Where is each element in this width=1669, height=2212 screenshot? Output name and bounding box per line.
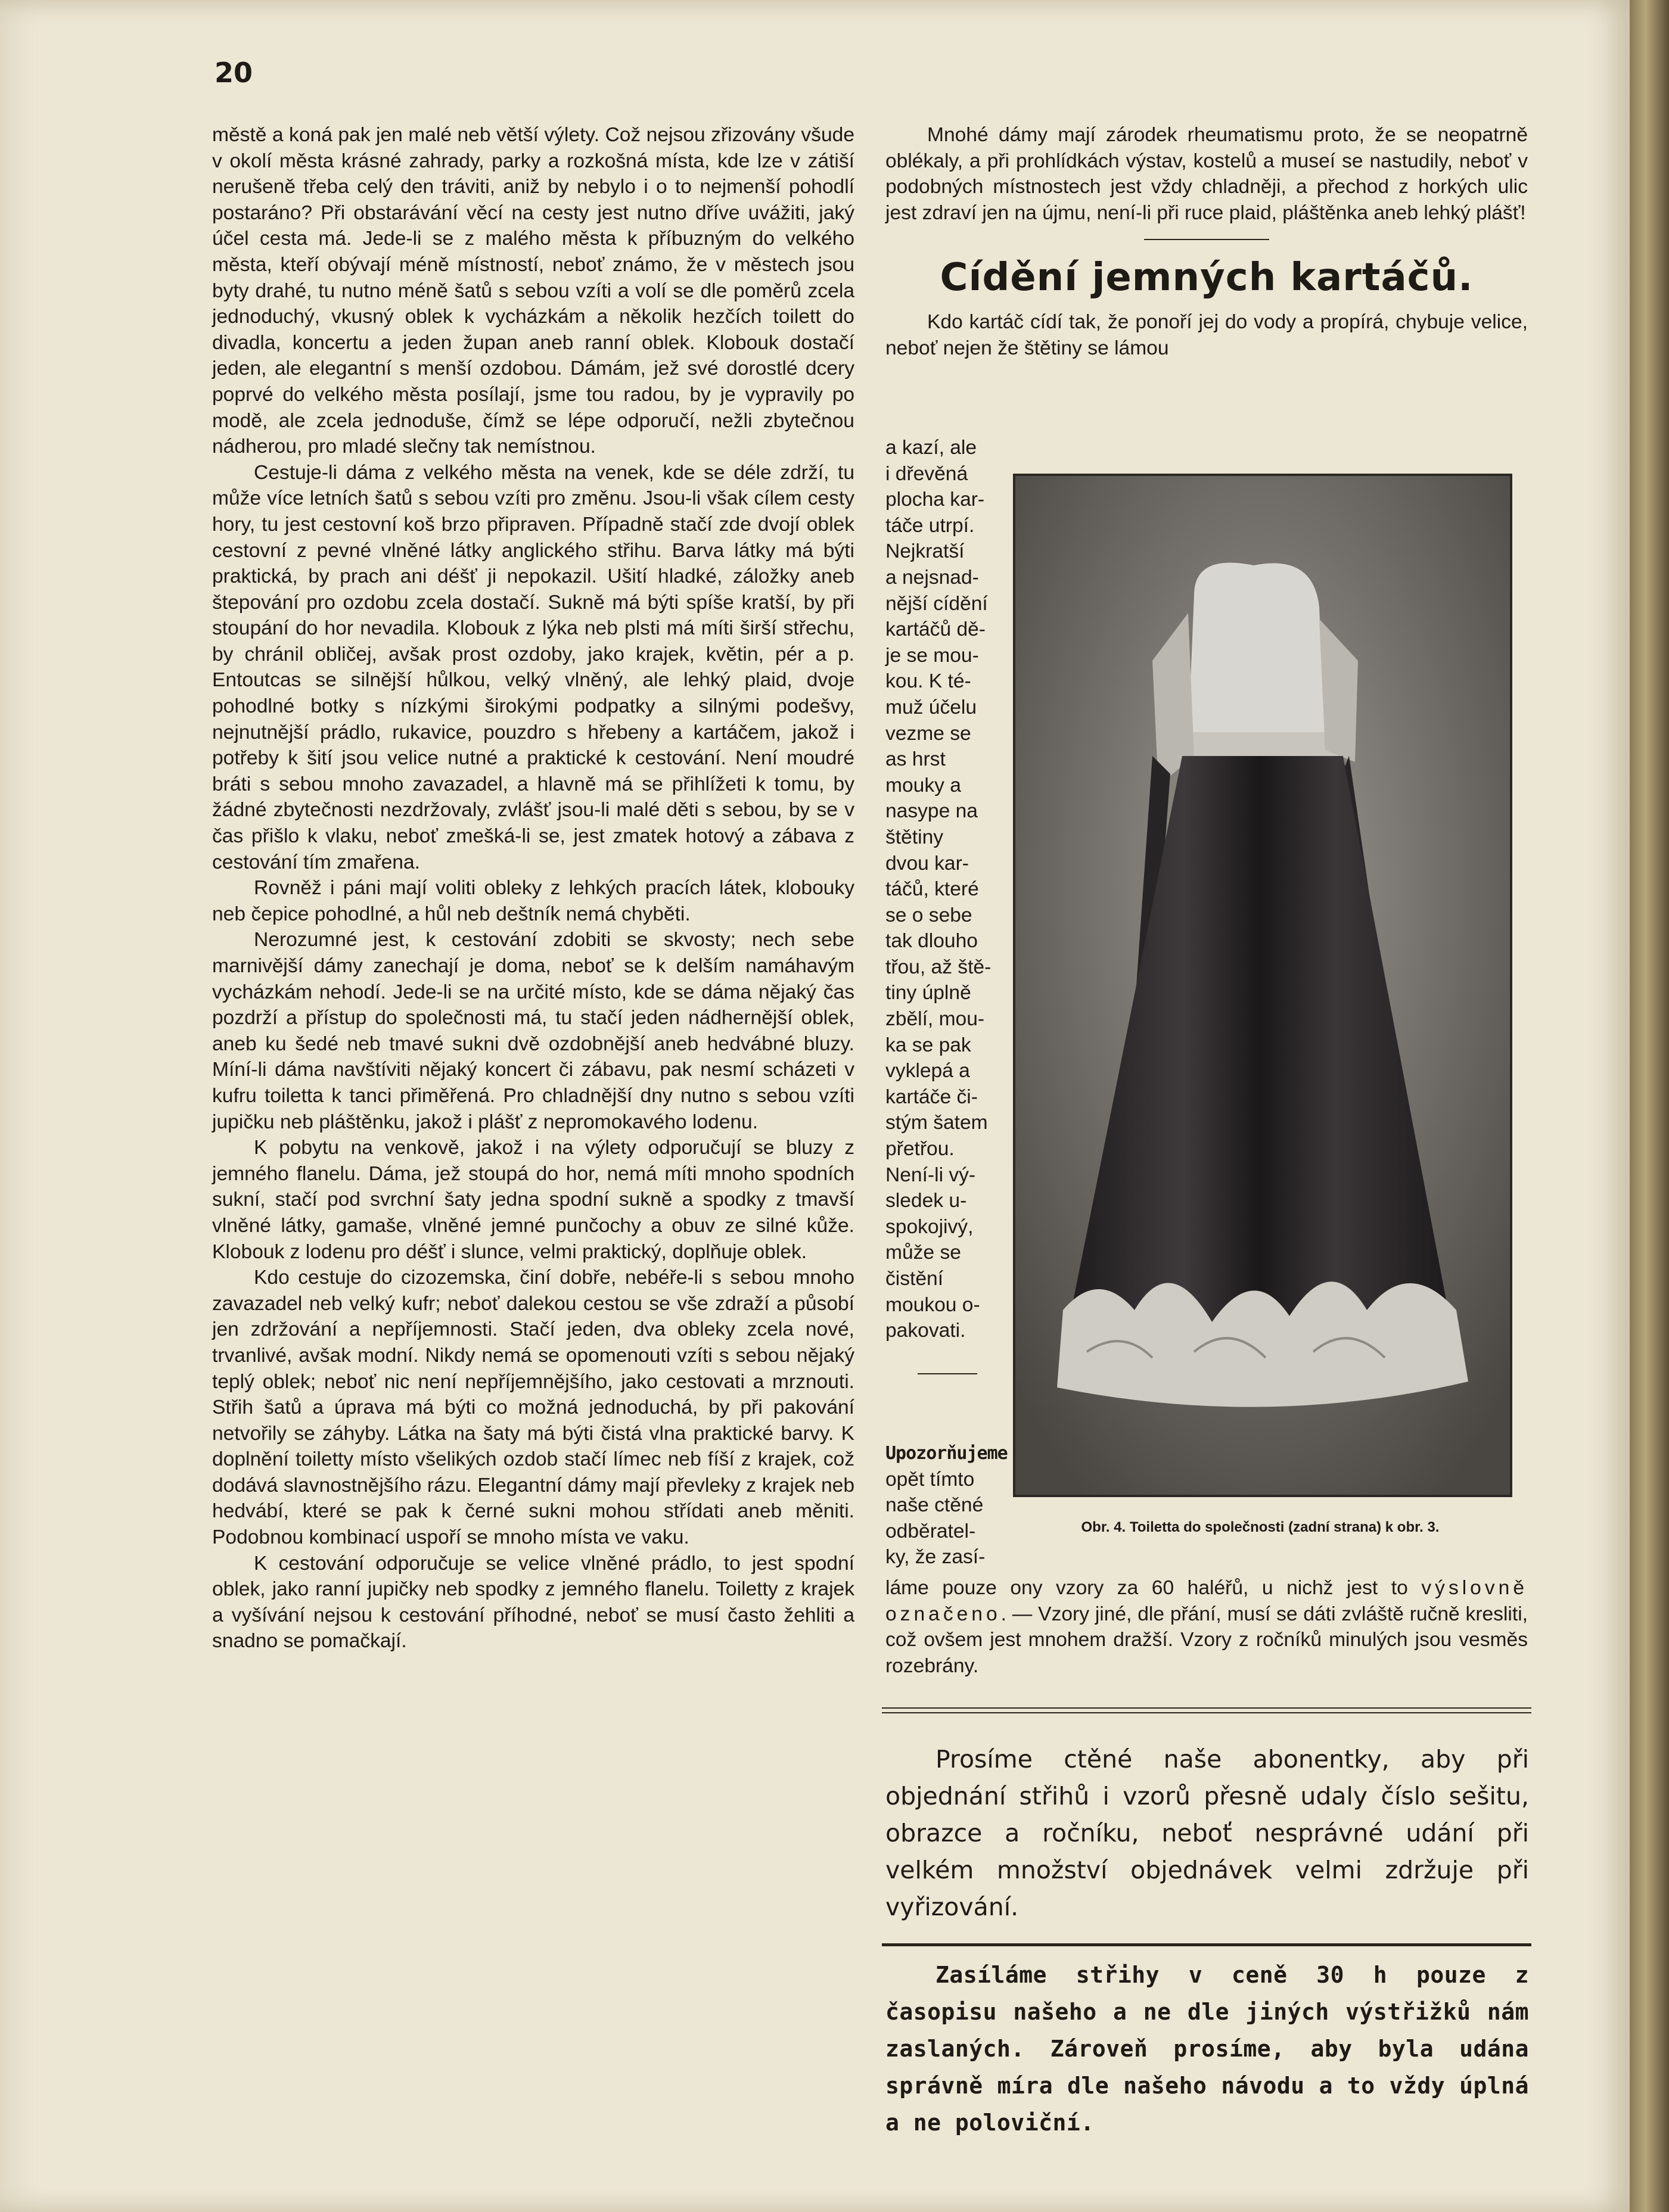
- narrow-line: nější cídění: [885, 592, 988, 615]
- narrow-line: táče utrpí.: [885, 514, 975, 537]
- upozor-lines: [885, 1467, 1014, 1570]
- patterns-text-b: . — Vzory jiné, dle přání, musí se dáti zvláště ručně kresliti, což ovšem jest mnohem dražší. Vzory z ročníků minulých jsou vesměs rozebrány.: [885, 1603, 1528, 1677]
- narrow-line: opět tímto: [885, 1468, 975, 1491]
- lace-hem: [1057, 1281, 1468, 1407]
- narrow-line: kartáčů dě-: [885, 618, 986, 641]
- narrow-line: pakovati.: [885, 1320, 966, 1342]
- paragraph: K pobytu na venkově, jakož i na výlety odporučují se bluzy z jemného flanelu. Dáma, jež stoupá do hor, nemá míti mnoho spodních sukní, stačí pod svrchní šaty jedna spodní sukně a spodky z tmavší vlněné látky, gamaše, vlněné jemné punčochy a obuv ze silné kůže. Klobouk z lodenu pro déšť i slunce, velmi praktický, doplňuje oblek.: [212, 1137, 854, 1263]
- narrow-line: třou, až ště-: [885, 956, 992, 978]
- narrow-line: Nejkratší: [885, 540, 965, 563]
- page-number: 20: [215, 57, 253, 89]
- double-rule: [882, 1707, 1531, 1713]
- narrow-line: táčů, které: [885, 878, 979, 901]
- narrow-line: odběratel-: [885, 1520, 976, 1542]
- dress-illustration: [1015, 476, 1510, 1495]
- narrow-line: plocha kar-: [885, 489, 985, 511]
- narrow-line: kartáče či-: [885, 1085, 978, 1108]
- article-heading: Cídění jemných kartáčů.: [940, 256, 1474, 300]
- dress-photograph: [1013, 474, 1512, 1497]
- right-column-top: [885, 122, 1528, 361]
- patterns-text-a: láme pouze ony vzory za 60 haléřů, u nichž jest to: [885, 1577, 1422, 1599]
- narrow-line: stým šatem: [885, 1112, 988, 1134]
- thick-rule: [882, 1943, 1531, 1946]
- narrow-line: Není-li vý-: [885, 1163, 976, 1186]
- narrow-line: čistění: [885, 1268, 944, 1290]
- rheumatism-paragraph: Mnohé dámy mají zárodek rheumatismu proto, že se neopatrně oblékaly, a při prohlídkách výstav, kostelů a museí se nastudily, neboť v podobných místnostech jest vždy chladněji, a přechod z horkých ulic jest zdraví jen na újmu, není-li při ruce plaid, pláštěnka aneb lehký plášť!: [885, 124, 1528, 224]
- narrow-line: naše ctěné: [885, 1494, 984, 1517]
- narrow-line: sledek u-: [885, 1190, 967, 1212]
- narrow-line: as hrst: [885, 748, 946, 771]
- paragraph: Rovněž i páni mají voliti obleky z lehkých pracích látek, klobouky neb čepice pohodlné, a hůl neb deštník nemá chyběti.: [212, 877, 854, 925]
- upozor-title: Upozorňujeme: [885, 1443, 1008, 1464]
- subscriber-notice: Prosíme ctěné naše abonentky, aby při objednání střihů i vzorů přesně udaly číslo sešitu, obrazce a ročníku, neboť nesprávné udání při velkém množství objednávek velmi zdržuje při vyřizování.: [885, 1745, 1529, 1921]
- narrow-line: a nejsnad-: [885, 566, 979, 589]
- narrow-line: moukou o-: [885, 1293, 980, 1316]
- narrow-line: nasype na: [885, 800, 978, 823]
- left-column-article: [212, 122, 854, 1654]
- narrow-line: spokojivý,: [885, 1215, 974, 1238]
- binding-gutter: [1630, 0, 1669, 2212]
- narrow-line: může se: [885, 1242, 961, 1264]
- narrow-line: ka se pak: [885, 1034, 971, 1056]
- narrow-line: vyklepá a: [885, 1060, 970, 1082]
- narrow-line: tak dlouho: [885, 930, 978, 953]
- cleaning-intro: Kdo kartáč cídí tak, že ponoří jej do vody a propírá, chybuje velice, neboť nejen že štětiny se lámou: [885, 310, 1528, 359]
- cleaning-narrow-text: [885, 435, 1005, 1344]
- narrow-line: a kazí, ale: [885, 437, 977, 459]
- figure-caption: Obr. 4. Toiletta do společnosti (zadní strana) k obr. 3.: [1081, 1519, 1440, 1535]
- narrow-line: je se mou-: [885, 644, 979, 667]
- short-divider: [918, 1373, 977, 1374]
- paragraph: městě a koná pak jen malé neb větší výlety. Což nejsou zřizovány všude v okolí města krásné zahrady, parky a rozkošná místa, kde lze v zátiší nerušeně třeba celý den tráviti, aniž by nebylo i o to nejmenší pohodlí postaráno? Při obstarávání věcí na cesty jest nutno dříve uvážiti, jaký účel cesta má. Jede-li se z malého města k příbuzným do velkého města, kteří obývají méně místností, neboť známo, že v městech jsou byty drahé, tu nutno méně šatů s sebou vzíti a volí se dle poměrů zcela jednoduchý, vkusný oblek k vycházkám a několik hezčích toilett do divadla, koncertu a jeden župan aneb ranní oblek. Klobouk dostačí jeden, ale elegantní s menší ozdobou. Dámám, jež své dorostlé dcery poprvé do velkého města posílají, jsme tou radou, by je vypravily po modě, ale zcela jednoduše, čímž se lépe odporučí, nežli zbytečnou nádherou, pro mladé slečny tak nemístnou.: [212, 124, 854, 458]
- narrow-line: zbělí, mou-: [885, 1008, 985, 1031]
- bodice: [1188, 563, 1325, 738]
- narrow-line: štětiny: [885, 826, 944, 848]
- section-divider: [1144, 239, 1269, 240]
- paragraph: Cestuje-li dáma z velkého města na venek, kde se déle zdrží, tu může více letních šatů s sebou vzíti pro změnu. Jsou-li však cílem cesty hory, tu jest cestovní koš brzo připraven. Případně stačí zde dvojí oblek cestovní z pevné vlněné látky anglického střihu. Barva látky má býti praktická, by prach ani déšť ji nepokazil. Ušití hladké, záložky aneb štepování pro ozdobu zcela dostačí. Sukně má býti spíše kratší, by při stoupání do hor nevadila. Klobouk z lýka neb plsti má míti širší střechu, by chránil obličej, avšak prost ozdoby, jako krajek, květin, pér a p. Entoutcas se silnější hůlkou, velký vlněný, ale lehký plaid, dvoje pohodlné botky s nízkými širokými podpatky a silnými podešvy, nejnutnější prádlo, rukavice, pouzdro s hřebeny a kartáčem, jakož i potřeby k šití jsou velice nutné a praktické k cestování. Není moudré bráti s sebou mnoho zavazadel, a hlavně má se přihlížeti k tomu, by žádné zbytečnosti nezdržovaly, zvlášť jsou-li malé děti s sebou, by se v čas přišlo k vlaku, neboť zmešká-li se, jest zmatek hotový a zábava z cestování tím zmařena.: [212, 461, 854, 873]
- narrow-line: tiny úplně: [885, 982, 971, 1004]
- narrow-line: dvou kar-: [885, 852, 969, 875]
- narrow-line: se o sebe: [885, 904, 972, 926]
- upozor-block: [885, 1441, 1014, 1570]
- patterns-notice: Zasíláme střihy v ceně 30 h pouze z časopisu našeho a ne dle jiných výstřižků nám zaslaných. Zároveň prosíme, aby byla udána správně míra dle našeho návodu a to vždy úplná a ne poloviční.: [885, 1962, 1529, 2136]
- patterns-paragraph: [885, 1575, 1528, 1679]
- narrow-line: ky, že zasí-: [885, 1546, 986, 1569]
- narrow-line: přetřou.: [885, 1138, 955, 1161]
- narrow-line: i dřevěná: [885, 462, 968, 485]
- patterns-text-emphasis: výslovně označeno: [885, 1577, 1528, 1625]
- paragraph: Nerozumné jest, k cestování zdobiti se skvosty; nech sebe marnivější dámy zanechají je doma, neboť se k delším namáhavým vycházkám nehodí. Jede-li se na určité místo, kde se dáma nějaký čas pozdrží a přístup do společnosti má, tu stačí jeden nádhernější oblek, aneb ku šedé neb tmavé sukni dvě ozdobnější aneb hedvábné bluzy. Míní-li dáma navštíviti nějaký koncert či zábavu, pak nesmí scházeti v kufru toiletta k tanci přiměřená. Pro chladnější dny nutno s sebou vzíti jupičku neb pláštěnku, jakož i plášť z nepromokavého lodenu.: [212, 929, 854, 1133]
- narrow-line: vezme se: [885, 722, 971, 745]
- narrow-line: muž účelu: [885, 696, 977, 718]
- narrow-line: kou. K té-: [885, 670, 971, 693]
- narrow-line: mouky a: [885, 774, 961, 797]
- paragraph: Kdo cestuje do cizozemska, činí dobře, nebéře-li s sebou mnoho zavazadel neb velký kufr; neboť dalekou cestou se vše zdraží a působí jen zdržování a nepříjemnosti. Stačí jeden, dva obleky zcela nové, trvanlivé, avšak modní. Nikdy nemá se opomenouti vzíti s sebou nějaký teplý oblek; neboť nic není nepříjemnějšího, jako cestovati a mrznouti. Střih šatů a úprava má býti co možná jednoduchá, by při pakování netvořily se záhyby. Látka na šaty má býti čistá vlna praktické barvy. K doplnění toiletty místo všelikých ozdob stačí límec neb fíší z krajek, což dodává slavnostnějšího rázu. Elegantní dámy mají převleky z krajek neb hedvábí, které se pak k černé sukni mohou střídati aneb měniti. Podobnou kombinací uspoří se mnoho místa ve vaku.: [212, 1267, 854, 1549]
- paragraph: K cestování odporučuje se velice vlněné prádlo, to jest spodní oblek, jako ranní jupičky neb spodky z jemného flanelu. Toiletty z krajek a vyšívání nejsou k cestování příhodné, neboť se musí často žehliti a snadno se pomačkají.: [212, 1552, 854, 1653]
